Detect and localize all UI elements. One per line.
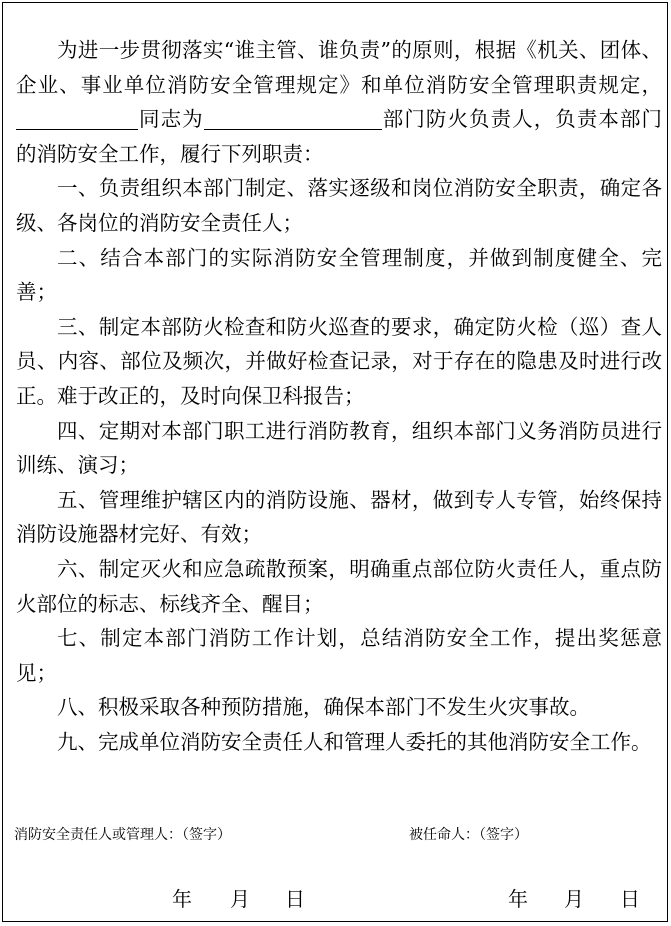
signature-label-manager: 消防安全责任人或管理人：（签字）	[14, 827, 231, 843]
intro-text-2: 同志为	[138, 107, 204, 132]
date-left-year: 年	[172, 887, 192, 911]
duty-item-8: 八、积极采取各种预防措施，确保本部门不发生火灾事故。	[57, 695, 590, 720]
duty-item-6: 六、制定灭火和应急疏散预案，明确重点部位防火责任人，重点防火部位的标志、标线齐全、醒目；	[16, 556, 662, 616]
intro-text-3: 部门防火负责人，负责本部门的消防安全工作，履行下列职责：	[16, 107, 663, 166]
duty-item-1: 一、负责组织本部门制定、落实逐级和岗位消防安全职责，确定各级、各岗位的消防安全责任人；	[16, 176, 662, 235]
duty-item-4: 四、定期对本部门职工进行消防教育，组织本部门义务消防员进行训练、演习；	[16, 418, 662, 478]
duty-item-9: 九、完成单位消防安全责任人和管理人委托的其他消防安全工作。	[57, 729, 652, 754]
name-blank	[16, 107, 138, 130]
date-right-year: 年	[508, 887, 528, 911]
duty-item-3: 三、制定本部防火检查和防火巡查的要求，确定防火检（巡）查人员、内容、部位及频次，并做好检查记录，对于存在的隐患及时进行改正。难于改正的，及时向保卫科报告；	[16, 314, 662, 408]
intro-paragraph	[16, 33, 662, 171]
department-blank	[204, 107, 382, 130]
duty-item-5: 五、管理维护辖区内的消防设施、器材，做到专人专管，始终保持消防设施器材完好、有效；	[16, 487, 662, 547]
document-body	[16, 33, 662, 759]
intro-text-1: 为进一步贯彻落实“谁主管、谁负责”的原则，根据《机关、团体、企业、事业单位消防安全管理规定》和单位消防安全管理职责规定，	[16, 38, 662, 97]
appointment-form	[2, 2, 668, 922]
date-left-month: 月	[230, 887, 250, 911]
date-right-month: 月	[564, 887, 584, 911]
duty-item-7: 七、制定本部门消防工作计划，总结消防安全工作，提出奖惩意见；	[16, 626, 662, 685]
date-right-day: 日	[620, 887, 640, 911]
duty-item-2: 二、结合本部门的实际消防安全管理制度，并做到制度健全、完善；	[16, 245, 662, 305]
signature-label-appointee: 被任命人：（签字）	[409, 827, 528, 843]
date-left-day: 日	[285, 887, 305, 911]
